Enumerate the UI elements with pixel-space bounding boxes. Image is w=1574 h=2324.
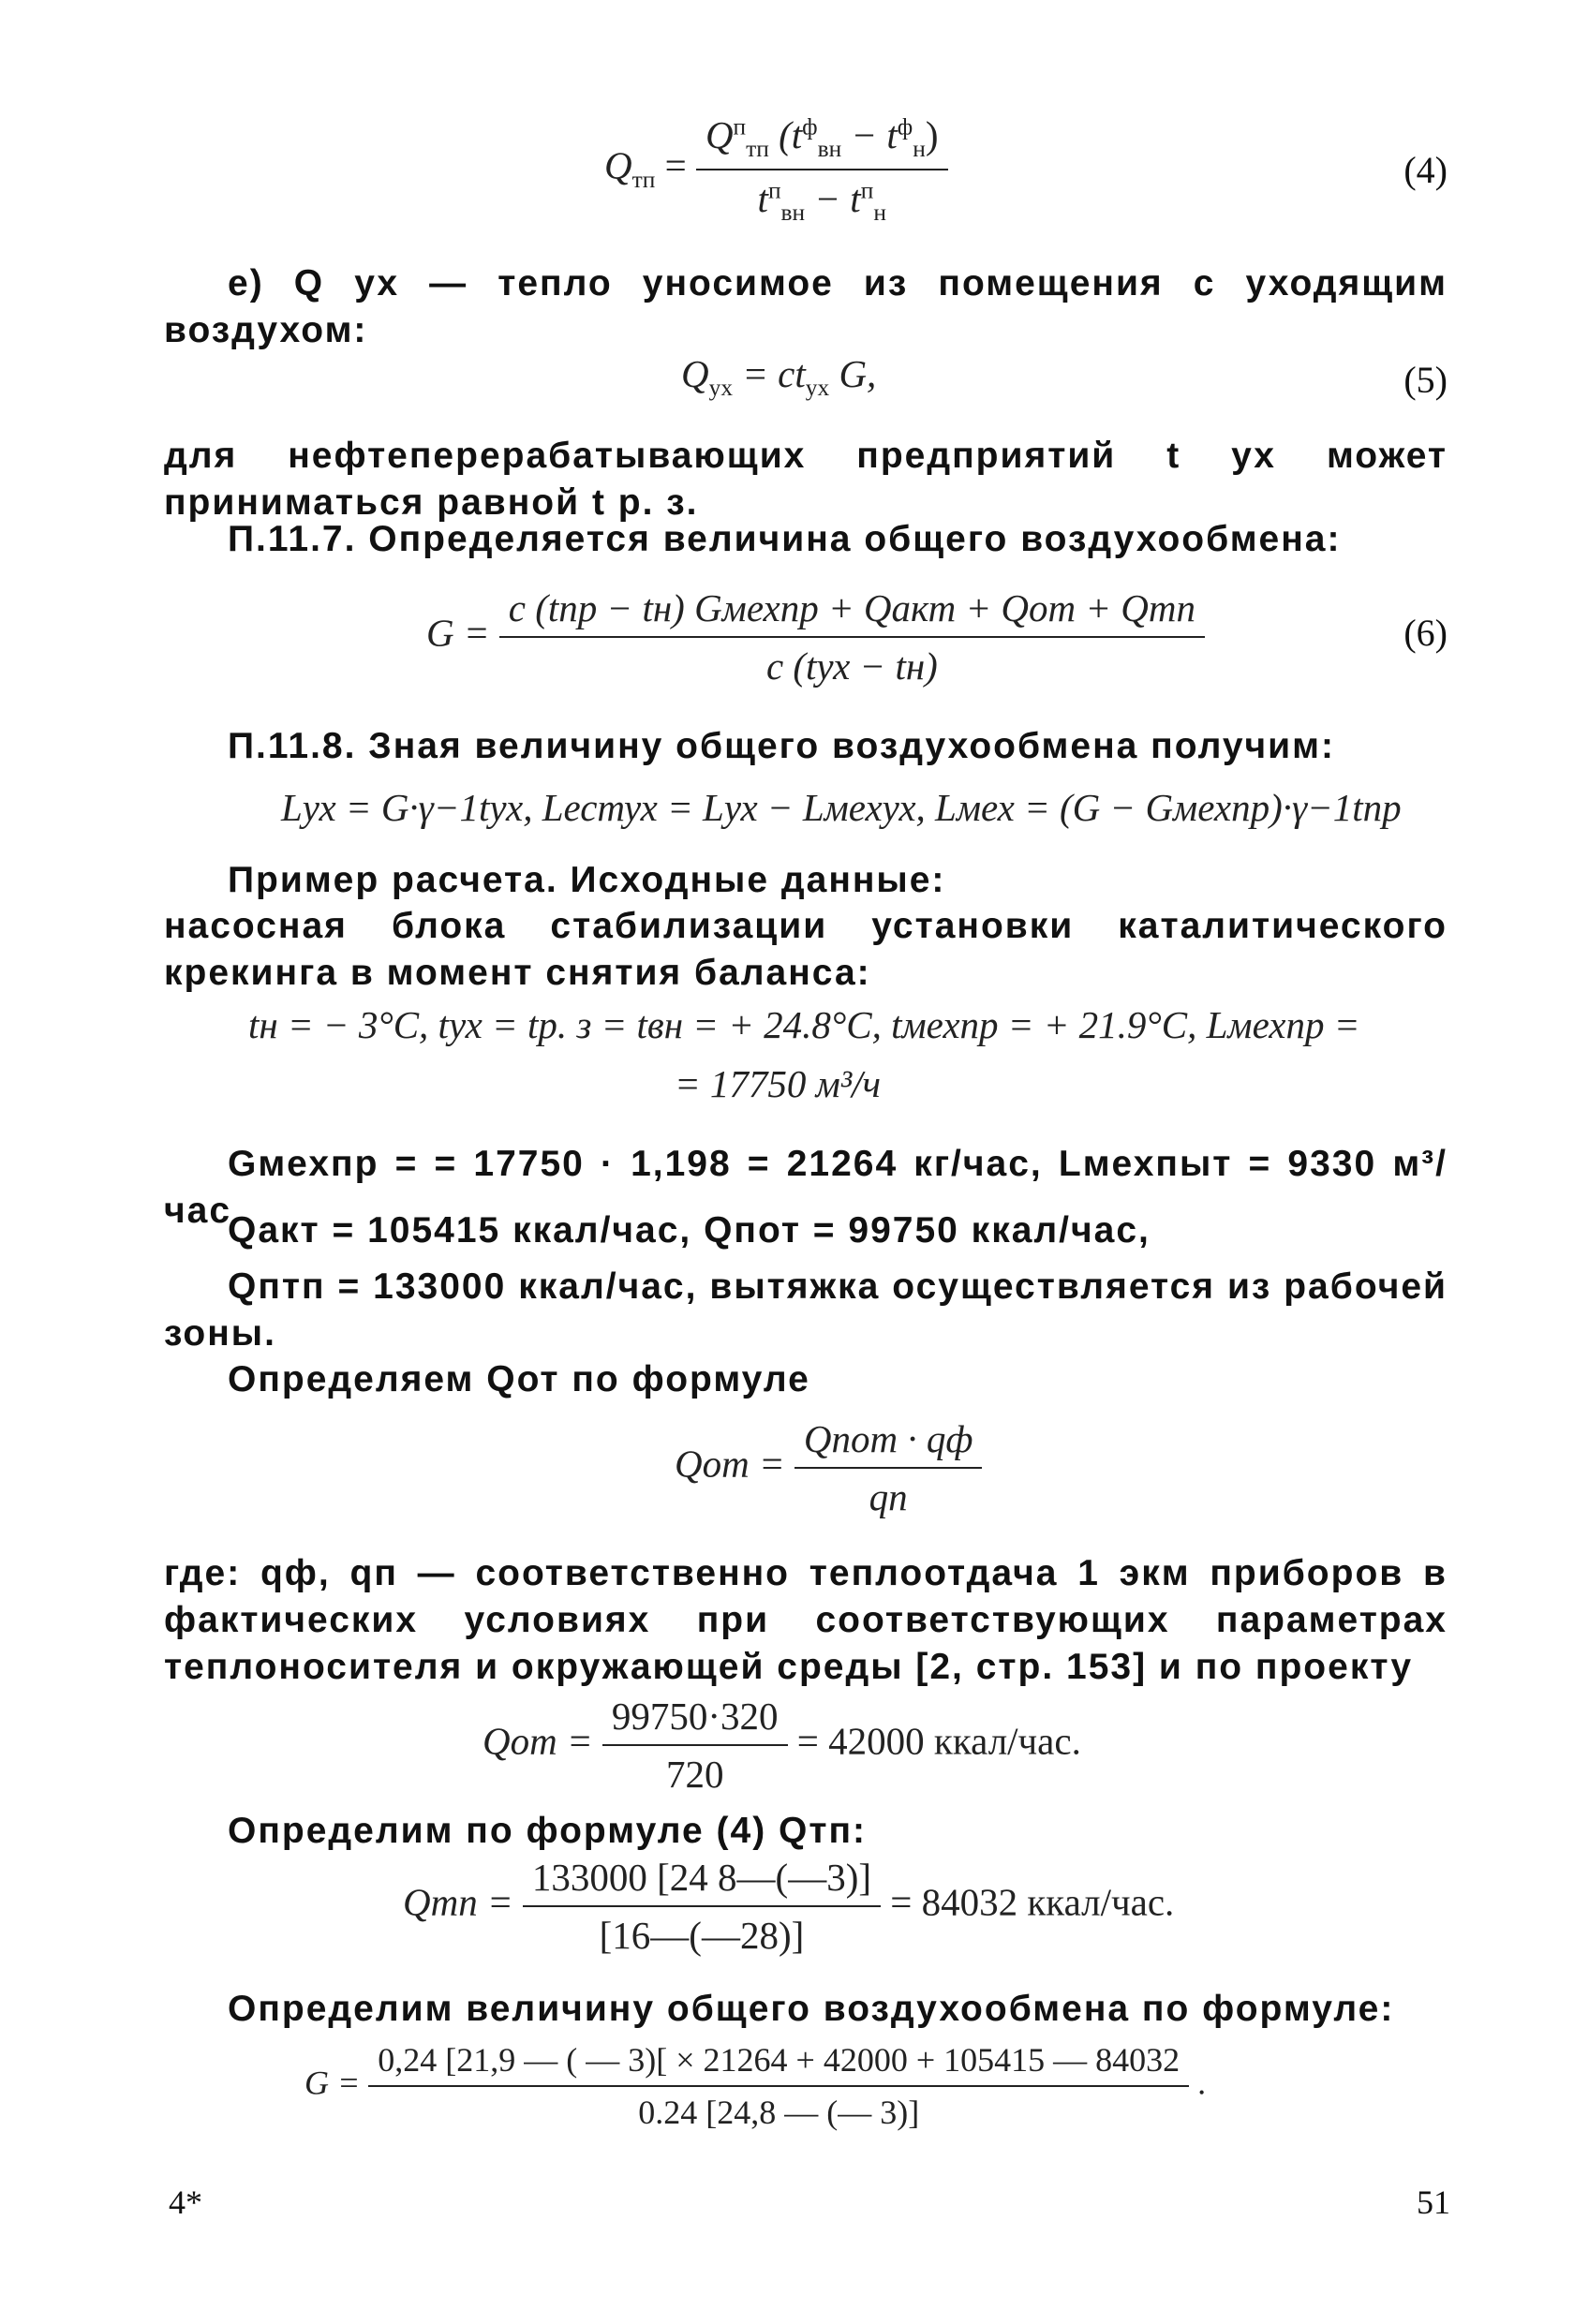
eq6-denominator: c (tух − tн) — [765, 644, 938, 688]
line-g: Gмехпр = = 17750 · 1,198 = 21264 кг/час, Lмехпыт = 9330 м³/час — [164, 1144, 1448, 1231]
footer-signature-mark: 4* — [169, 2183, 202, 2221]
equation-l: Lух = G·γ−1tух, Lестух = Lух − Lмехух, Lмех = (G − Gмехпр)·γ−1tпр — [281, 786, 1402, 829]
eq6-numerator: c (tпр − tн) Gмехпр + Qакт + Qот + Qтп — [499, 585, 1205, 638]
equation-4: $Q_{тп}$ = $\frac{Q^п_{тп} (t^ф_{вн} - t^ф_н)}{t^п_{вн} - t^п_н}$ — [604, 112, 948, 227]
eq4-lhs: Q — [604, 143, 632, 187]
eq6-fraction — [499, 585, 1205, 688]
eq4-denominator: $t^п_{вн} - t^п_н$ — [757, 177, 886, 227]
equation-qot-calc: Qот = $\frac{99750\cdot 320}{720}$ = 42000 ккал/час. — [483, 1695, 1081, 1796]
example-body: насосная блока стабилизации установки каталитического крекинга в момент снятия баланса: — [164, 906, 1448, 993]
eq4-fraction — [696, 112, 948, 227]
params-line-1: tн = − 3°С, tух = tр. з = tвн = + 24.8°С, tмехпр = + 21.9°С, Lмехпр = — [248, 1003, 1360, 1046]
equation-g-calc: G = $\frac{0,24 [21,9 — ( — 3)[ \times 21264 + 42000 + 105415 — 84032}{0.24 [24,8 — (— 3)]}$ . — [304, 2041, 1207, 2131]
define-qtp: Определим по формуле (4) Qтп: — [228, 1811, 868, 1851]
paragraph-p117: П.11.7. Определяется величина общего воздухообмена: — [228, 519, 1342, 559]
params-line-2: = 17750 м³/ч — [675, 1062, 882, 1105]
paragraph-oil: для нефтеперерабатывающих предприятий t ух может приниматься равной t р. з. — [164, 436, 1448, 523]
define-g: Определим величину общего воздухообмена по формуле: — [228, 1989, 1395, 2029]
line-qakt: Qакт = 105415 ккал/час, Qпот = 99750 ккал/час, — [228, 1210, 1151, 1251]
equation-qtp-calc: Qтп = $\frac{133000 [24 8—(—3)]}{[16—(—28)]}$ = 84032 ккал/час. — [403, 1856, 1175, 1957]
define-qot: Определяем Qот по формуле — [228, 1359, 810, 1399]
line-qtp: Qптп = 133000 ккал/час, вытяжка осуществляется из рабочей зоны. — [164, 1266, 1448, 1354]
equation-qot: Qот = $\frac{\text{Qпот · qф}}{qп}$ — [675, 1416, 982, 1519]
paragraph-e: е) Q ух — тепло уносимое из помещения с уходящим воздухом: — [164, 263, 1448, 350]
equation-6: G = $\frac{\text{c (tпр − tн) Gмехпр + Qакт + Qот + Qтп}}{\text{c (tух − tн)}}$ — [426, 585, 1205, 688]
paragraph-where: где: qф, qп — соответственно теплоотдача 1 экм приборов в фактических условиях при соответствующих параметрах теплоносителя и окружающей среды [2, стр. 153] и по проекту — [164, 1553, 1448, 1687]
equation-5: $Q_{ух} = ct_{ух}$ G, — [681, 352, 877, 402]
page-number: 51 — [1417, 2183, 1450, 2221]
paragraph-p118: П.11.8. Зная величину общего воздухообмена получим: — [228, 726, 1335, 766]
example-title: Пример расчета. Исходные данные: — [228, 860, 946, 900]
eq4-number: (4) — [1403, 149, 1448, 191]
eq6-number: (6) — [1403, 612, 1448, 654]
eq4-numerator: $Q^п_{тп}$ $(t^ф_{вн} - t^ф_н)$ — [696, 112, 948, 170]
eq5-number: (5) — [1403, 359, 1448, 401]
